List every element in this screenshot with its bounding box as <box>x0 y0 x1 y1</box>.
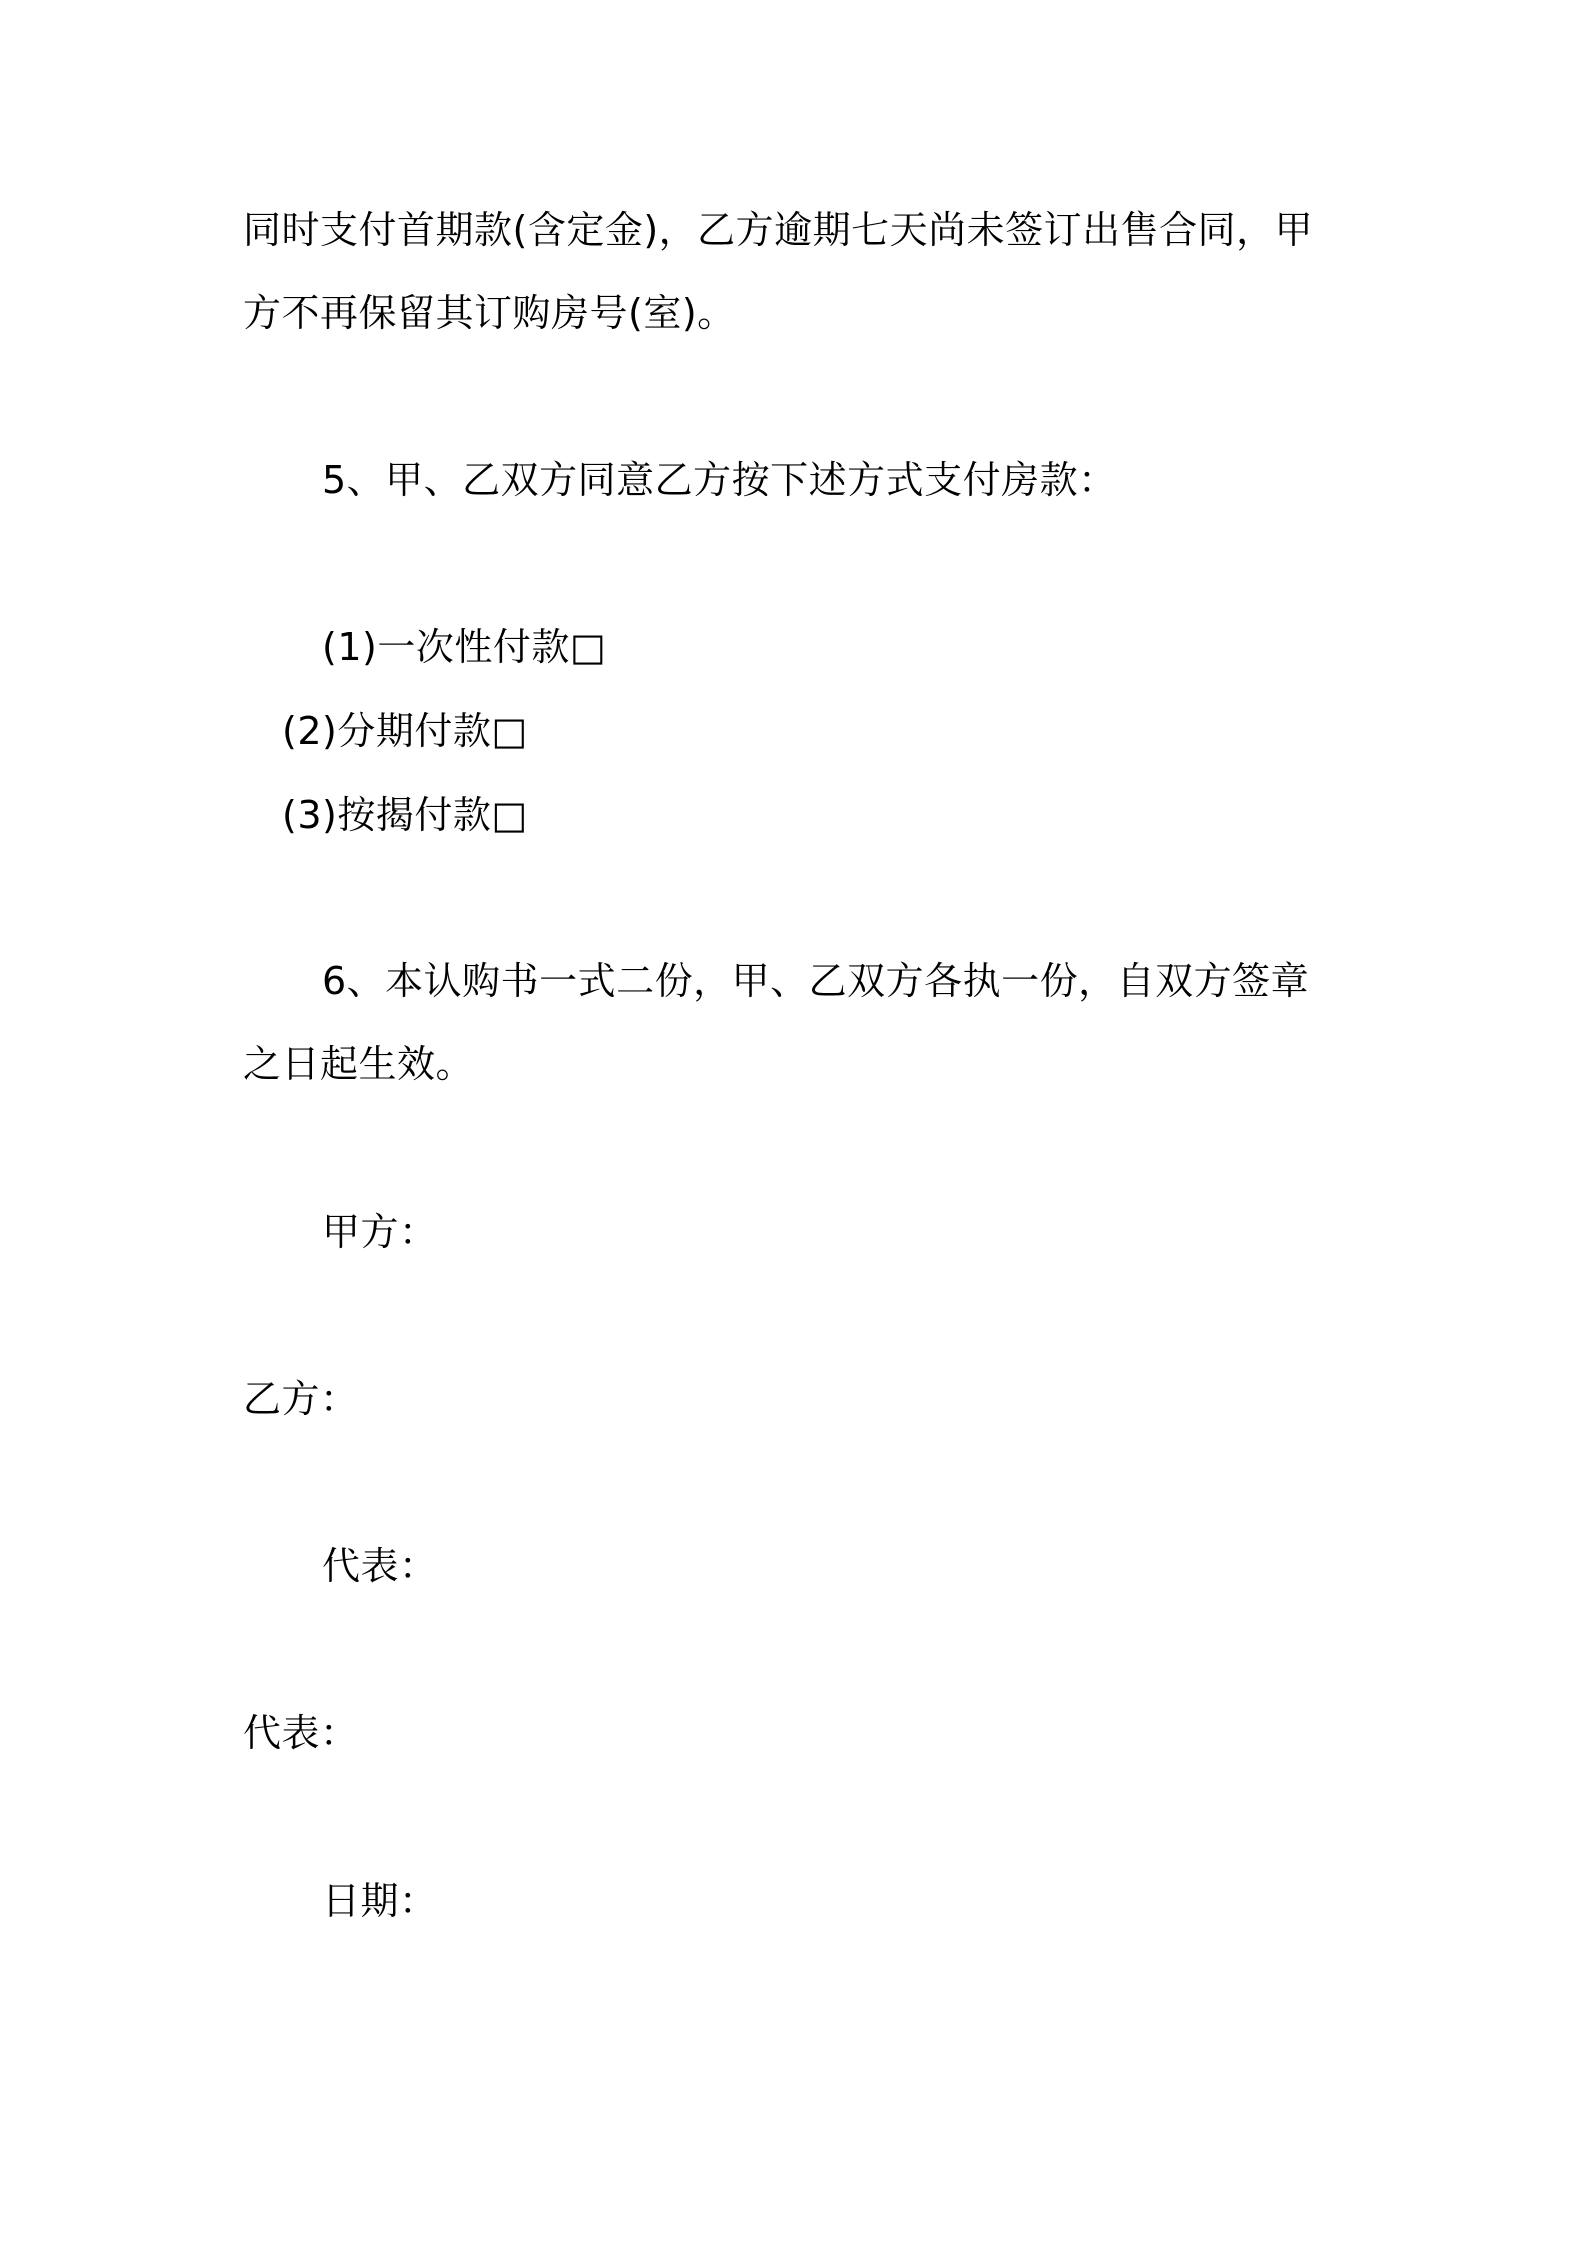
payment-option-mortgage: (3)按揭付款□ <box>282 793 528 837</box>
clause-6-line: 之日起生效。 <box>243 1042 475 1086</box>
payment-option-lump-sum: (1)一次性付款□ <box>322 625 607 669</box>
representative-a-label: 代表： <box>322 1544 438 1588</box>
payment-option-installment: (2)分期付款□ <box>282 709 528 753</box>
party-b-label: 乙方： <box>243 1377 359 1421</box>
paragraph-line: 方不再保留其订购房号(室)。 <box>243 291 736 335</box>
date-label: 日期： <box>322 1879 438 1923</box>
paragraph-line: 同时支付首期款(含定金)，乙方逾期七天尚未签订出售合同，甲 <box>243 208 1314 252</box>
party-a-label: 甲方： <box>322 1210 438 1254</box>
clause-5-heading: 5、甲、乙双方同意乙方按下述方式支付房款： <box>322 458 1117 502</box>
clause-6-line: 6、本认购书一式二份，甲、乙双方各执一份，自双方签章 <box>322 959 1310 1003</box>
representative-b-label: 代表： <box>243 1711 359 1755</box>
